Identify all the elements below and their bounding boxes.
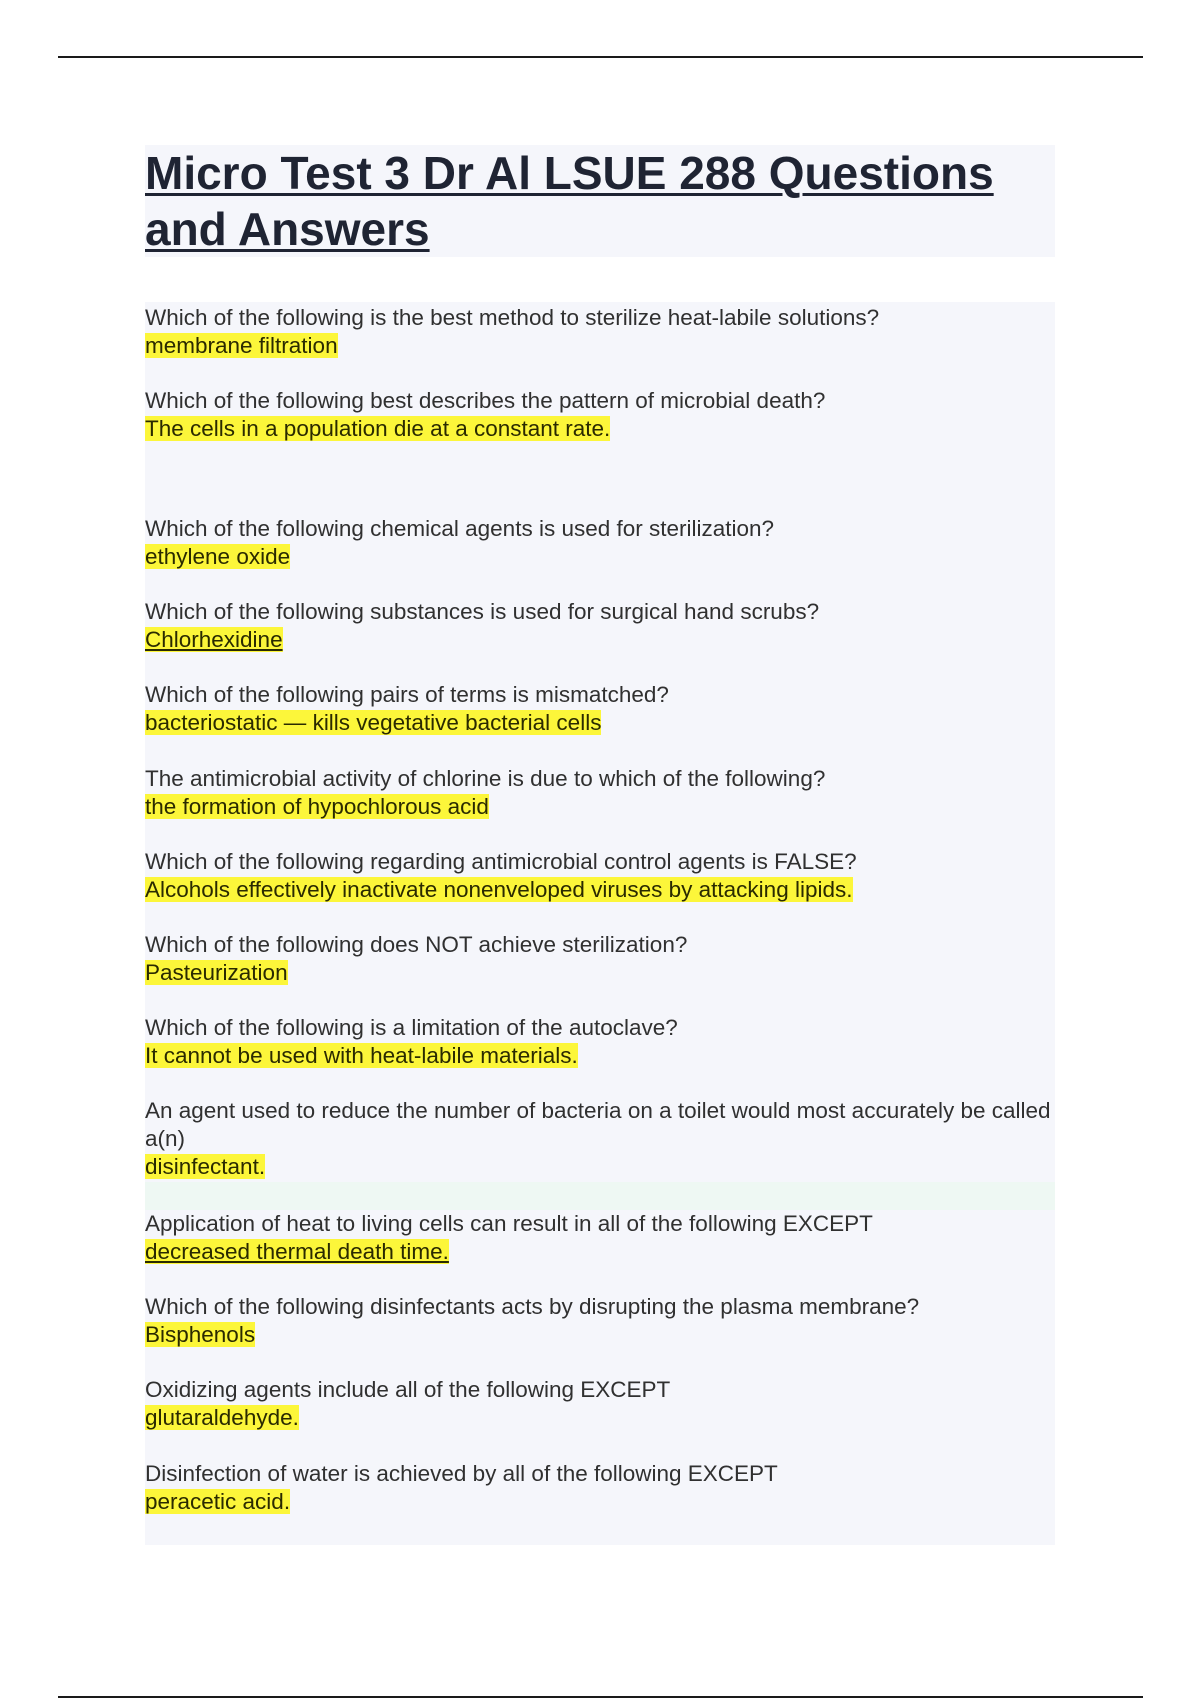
answer-highlight: Bisphenols bbox=[145, 1322, 256, 1347]
question-text: An agent used to reduce the number of bacteria on a toilet would most accurately be called a(n) bbox=[145, 1098, 1051, 1151]
answer-highlight: The cells in a population die at a constant rate. bbox=[145, 416, 611, 441]
question-text: Which of the following is the best method to sterilize heat-labile solutions? bbox=[145, 305, 880, 330]
question-text: Which of the following chemical agents is used for sterilization? bbox=[145, 516, 775, 541]
question-text: Which of the following does NOT achieve sterilization? bbox=[145, 932, 688, 957]
answer-highlight: Chlorhexidine bbox=[145, 627, 283, 652]
answer-highlight: the formation of hypochlorous acid bbox=[145, 794, 489, 819]
qa-item bbox=[145, 1376, 1055, 1432]
qa-item bbox=[145, 304, 1055, 360]
answer-highlight: Alcohols effectively inactivate nonenveloped viruses by attacking lipids. bbox=[145, 877, 853, 902]
title-block bbox=[145, 145, 1055, 257]
qa-item bbox=[145, 387, 1055, 443]
question-text: Which of the following pairs of terms is mismatched? bbox=[145, 682, 669, 707]
qa-item bbox=[145, 598, 1055, 654]
qa-item bbox=[145, 765, 1055, 821]
document-title: Micro Test 3 Dr Al LSUE 288 Questions and Answers bbox=[145, 147, 994, 255]
qa-item bbox=[145, 1097, 1055, 1181]
qa-item bbox=[145, 515, 1055, 571]
qa-list bbox=[145, 302, 1055, 1545]
question-text: Oxidizing agents include all of the following EXCEPT bbox=[145, 1377, 671, 1402]
answer-highlight: membrane filtration bbox=[145, 333, 338, 358]
answer-highlight: Pasteurization bbox=[145, 960, 288, 985]
question-text: Application of heat to living cells can result in all of the following EXCEPT bbox=[145, 1211, 873, 1236]
question-text: Which of the following substances is used for surgical hand scrubs? bbox=[145, 599, 820, 624]
question-text: Which of the following is a limitation of the autoclave? bbox=[145, 1015, 678, 1040]
question-text: Which of the following regarding antimicrobial control agents is FALSE? bbox=[145, 849, 857, 874]
top-rule bbox=[58, 56, 1143, 58]
bottom-rule bbox=[58, 1696, 1143, 1698]
qa-item bbox=[145, 1210, 1055, 1266]
answer-highlight: disinfectant. bbox=[145, 1154, 266, 1179]
question-text: Which of the following disinfectants acts by disrupting the plasma membrane? bbox=[145, 1294, 920, 1319]
answer-highlight: bacteriostatic — kills vegetative bacterial cells bbox=[145, 710, 602, 735]
faint-band bbox=[145, 1182, 1055, 1210]
answer-highlight: decreased thermal death time. bbox=[145, 1239, 449, 1264]
question-text: The antimicrobial activity of chlorine is due to which of the following? bbox=[145, 766, 826, 791]
question-text: Which of the following best describes the pattern of microbial death? bbox=[145, 388, 826, 413]
qa-item bbox=[145, 1014, 1055, 1070]
qa-item bbox=[145, 1293, 1055, 1349]
question-text: Disinfection of water is achieved by all of the following EXCEPT bbox=[145, 1461, 778, 1486]
answer-highlight: peracetic acid. bbox=[145, 1489, 291, 1514]
qa-item bbox=[145, 848, 1055, 904]
qa-item bbox=[145, 681, 1055, 737]
answer-highlight: ethylene oxide bbox=[145, 544, 291, 569]
answer-highlight: It cannot be used with heat-labile materials. bbox=[145, 1043, 578, 1068]
qa-item bbox=[145, 931, 1055, 987]
qa-item bbox=[145, 1460, 1055, 1516]
answer-highlight: glutaraldehyde. bbox=[145, 1405, 299, 1430]
